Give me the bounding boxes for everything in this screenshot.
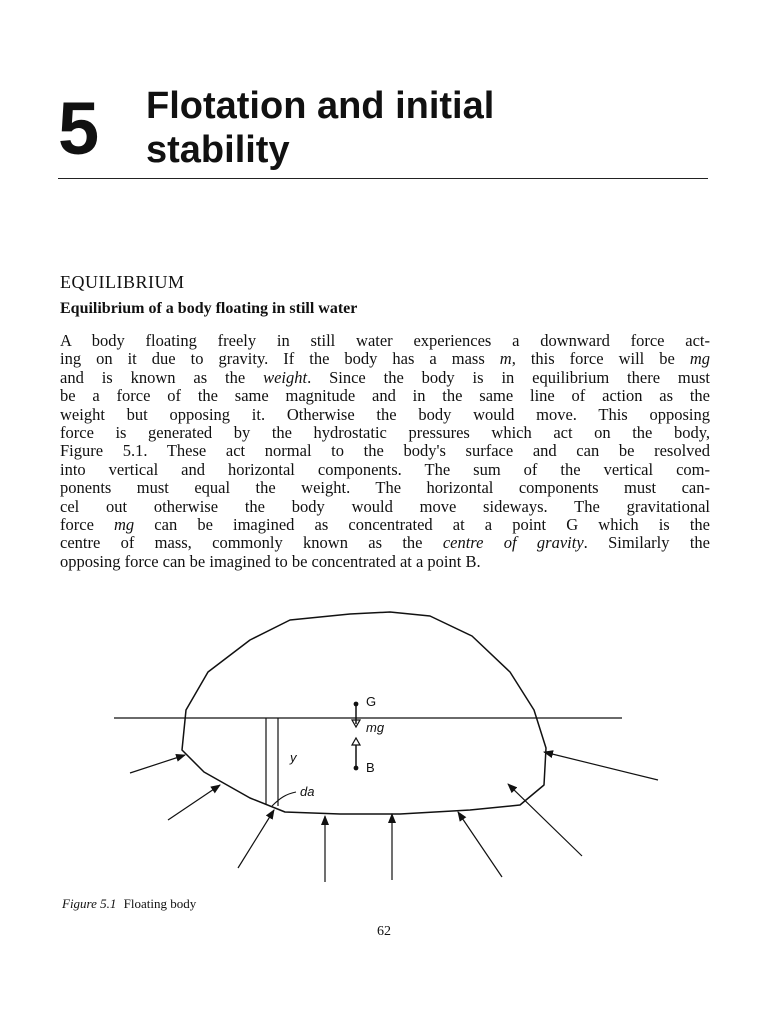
text-run: be a force of the same magnitude and in the same line of action as the (60, 386, 710, 406)
text-run: centre of mass, commonly known as the (60, 533, 443, 553)
label-g: G (366, 694, 377, 709)
floating-body-diagram (100, 600, 680, 890)
text-run: A body floating freely in still water experiences a downward force act- (60, 331, 710, 350)
paragraph-line (60, 553, 710, 571)
text-run: force is generated by the hydrostatic pressures which act on the body, (60, 423, 710, 443)
body-paragraph (60, 332, 710, 571)
paragraph-line (60, 424, 710, 442)
text-run: into vertical and horizontal components. The sum of the vertical com- (60, 459, 710, 479)
text-run: . Similarly the (583, 533, 710, 553)
paragraph-line (60, 406, 710, 424)
figure-caption-text: Floating body (123, 896, 197, 911)
paragraph-line (60, 332, 710, 350)
label-b: B (366, 760, 375, 775)
text-run: cel out otherwise the body would move sideways. The gravitational (60, 496, 710, 516)
paragraph-line (60, 387, 710, 405)
label-da: da (300, 784, 315, 799)
pressure-arrow (168, 785, 220, 820)
figure-floating-body (100, 600, 680, 890)
chapter-title-line-1: Flotation and initial (146, 85, 495, 127)
label-y: y (290, 750, 297, 765)
italic-term: centre of gravity (442, 533, 584, 553)
label-mg: mg (366, 720, 385, 735)
subsection-heading: Equilibrium of a body floating in still water (60, 300, 358, 317)
paragraph-line (60, 516, 710, 534)
text-run: . Since the body is in equilibrium there must (307, 367, 710, 387)
pressure-arrow (130, 755, 185, 773)
figure-caption-number: Figure 5.1 (62, 896, 117, 911)
paragraph-line (60, 479, 710, 497)
text-run: ponents must equal the weight. The horizontal components must can- (60, 478, 710, 498)
paragraph-line (60, 461, 710, 479)
paragraph-line (60, 498, 710, 516)
italic-term: m (499, 349, 512, 369)
italic-term: weight (263, 367, 308, 387)
pressure-arrow (508, 784, 582, 856)
paragraph-line (60, 442, 710, 460)
da-leader (272, 792, 296, 806)
chapter-title-line-2: stability (146, 129, 290, 171)
text-run: weight but opposing it. Otherwise the body would move. This opposing (60, 404, 710, 424)
point-b (354, 766, 359, 771)
pressure-arrow (238, 810, 274, 868)
body-outline (182, 612, 546, 814)
text-run: force (60, 515, 115, 535)
text-run: Figure 5.1. These act normal to the body's surface and can be resolved (60, 441, 710, 461)
text-run: can be imagined as concentrated at a point G which is the (134, 515, 711, 535)
italic-term: mg (114, 515, 135, 535)
section-heading: EQUILIBRIUM (60, 272, 185, 292)
chapter-divider (58, 178, 708, 179)
text-run: opposing force can be imagined to be concentrated at a point B. (60, 551, 481, 571)
text-run: and is known as the (60, 367, 264, 387)
text-run: , this force will be (511, 349, 690, 369)
paragraph-line (60, 534, 710, 552)
figure-caption (62, 896, 196, 912)
pressure-arrow (544, 752, 658, 780)
buoyancy-arrowhead (352, 738, 360, 745)
chapter-number: 5 (58, 87, 100, 170)
paragraph-line (60, 350, 710, 368)
page-number: 62 (377, 924, 391, 939)
paragraph-line (60, 369, 710, 387)
text-run: ing on it due to gravity. If the body has a mass (60, 349, 500, 369)
italic-term: mg (689, 349, 710, 369)
chapter-title (146, 84, 494, 172)
pressure-arrow (458, 812, 502, 877)
